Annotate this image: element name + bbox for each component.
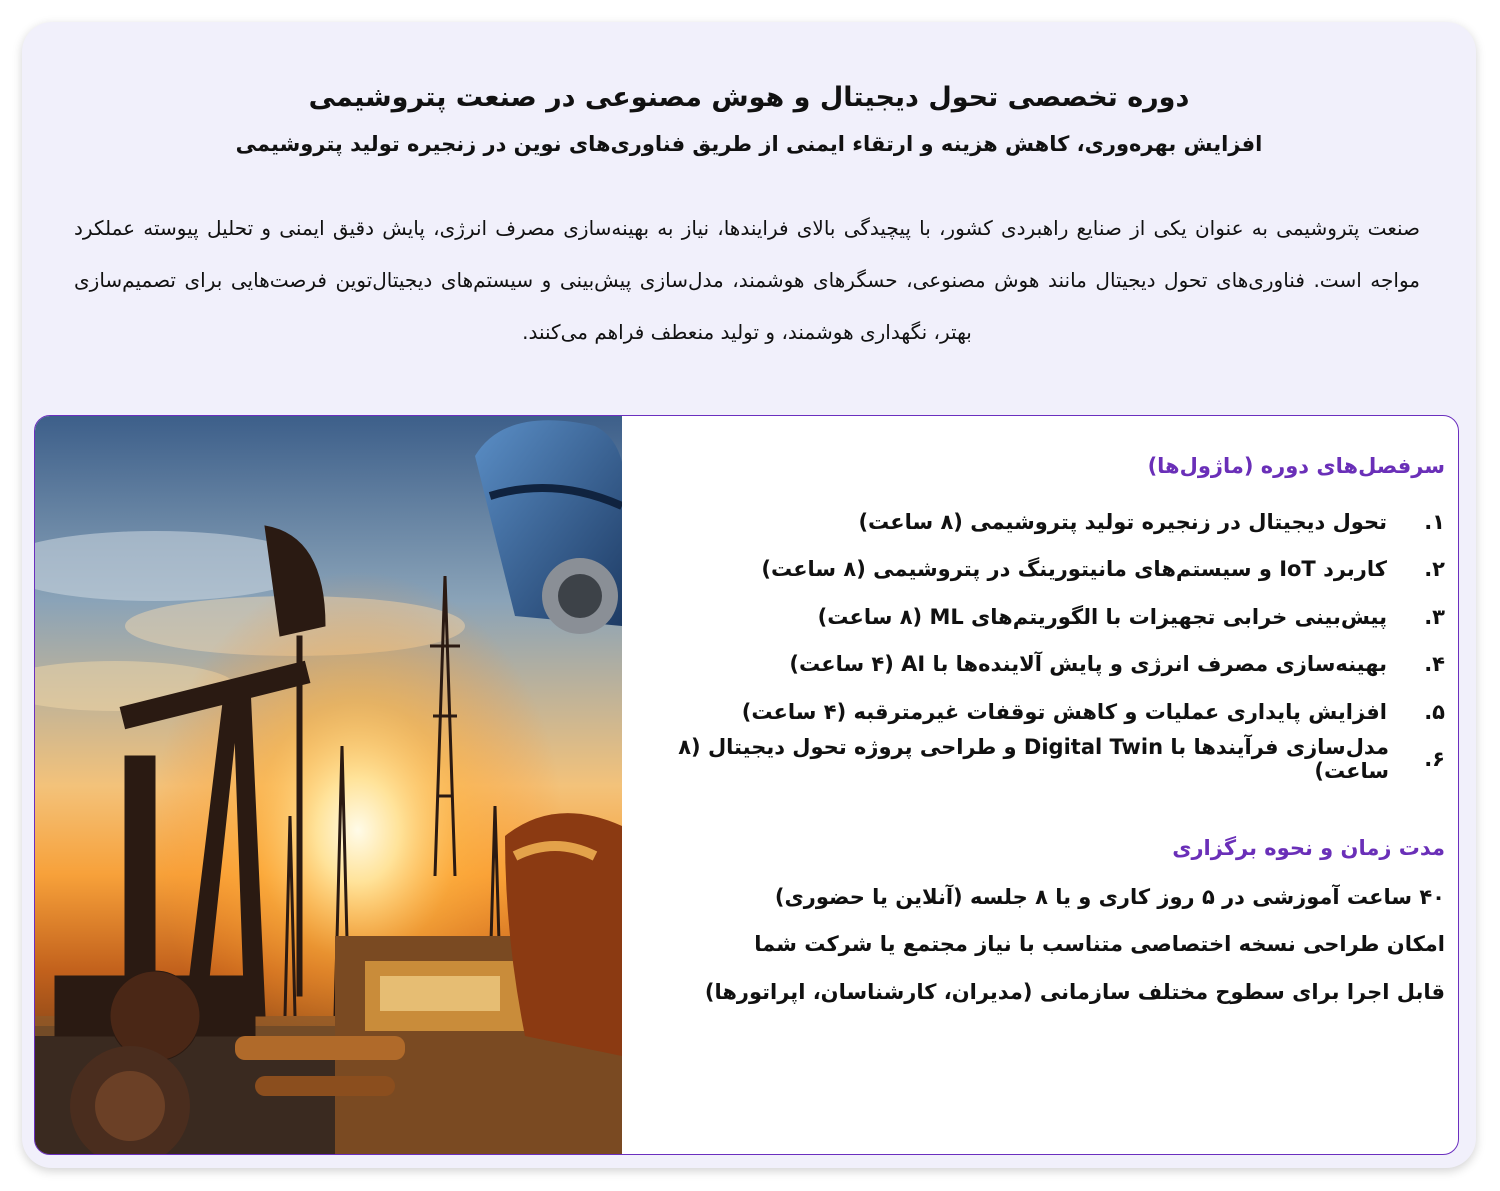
list-item [635,546,1445,594]
duration-line: امکان طراحی نسخه اختصاصی متناسب با نیاز مجتمع یا شرکت شما [754,932,1445,957]
module-number: ۲. [1424,557,1445,582]
duration-heading: مدت زمان و نحوه برگزاری [1172,836,1445,860]
module-number: ۱. [1424,509,1445,534]
list-item [635,688,1445,736]
module-number: ۶. [1424,747,1445,772]
content-card [34,415,1459,1155]
module-number: ۳. [1424,604,1445,629]
oil-field-photo [35,416,622,1155]
duration-lines [635,873,1445,1016]
duration-line: ۴۰ ساعت آموزشی در ۵ روز کاری و یا ۸ جلسه (آنلاین یا حضوری) [774,884,1445,909]
module-number: ۵. [1424,699,1445,724]
page-card [22,22,1476,1168]
list-item [635,736,1445,784]
module-title: تحول دیجیتال در زنجیره تولید پتروشیمی (۸ ساعت) [858,509,1387,534]
module-title: کاربرد IoT و سیستم‌های مانیتورینگ در پتروشیمی (۸ ساعت) [761,557,1387,582]
page-subtitle: افزایش بهره‌وری، کاهش هزینه و ارتقاء ایمنی از طریق فناوری‌های نوین در زنجیره تولید پتروشیمی [235,132,1263,156]
module-title: پیش‌بینی خرابی تجهیزات با الگوریتم‌های ML (۸ ساعت) [817,604,1387,629]
module-title: بهینه‌سازی مصرف انرژی و پایش آلاینده‌ها با AI (۴ ساعت) [789,652,1387,677]
intro-paragraph: صنعت پتروشیمی به عنوان یکی از صنایع راهبردی کشور، با پیچیدگی بالای فرایندها، نیاز به بهینه‌سازی مصرف انرژی، پایش دقیق ایمنی و تحلیل پیوسته عملکرد مواجه است. فناوری‌های تحول دیجیتال مانند هوش مصنوعی، حسگرهای هوشمند، مدل‌سازی پیش‌بینی و سیستم‌های دیجیتال‌توین فرصت‌هایی برای تصمیم‌سازی بهتر، نگهداری هوشمند، و تولید منعطف فراهم می‌کنند. [74,216,1420,344]
list-item [635,593,1445,641]
list-item [635,641,1445,689]
module-list [635,498,1445,783]
list-item [635,498,1445,546]
page-title: دوره تخصصی تحول دیجیتال و هوش مصنوعی در صنعت پتروشیمی [308,82,1190,113]
module-title: مدل‌سازی فرآیندها با Digital Twin و طراحی پروژه تحول دیجیتال (۸ ساعت) [678,735,1390,784]
module-title: افزایش پایداری عملیات و کاهش توقفات غیرمترقبه (۴ ساعت) [741,699,1387,724]
course-details [635,416,1445,1155]
modules-heading: سرفصل‌های دوره (ماژول‌ها) [1147,454,1445,478]
duration-line: قابل اجرا برای سطوح مختلف سازمانی (مدیران، کارشناسان، اپراتورها) [704,979,1445,1004]
module-number: ۴. [1424,652,1445,677]
